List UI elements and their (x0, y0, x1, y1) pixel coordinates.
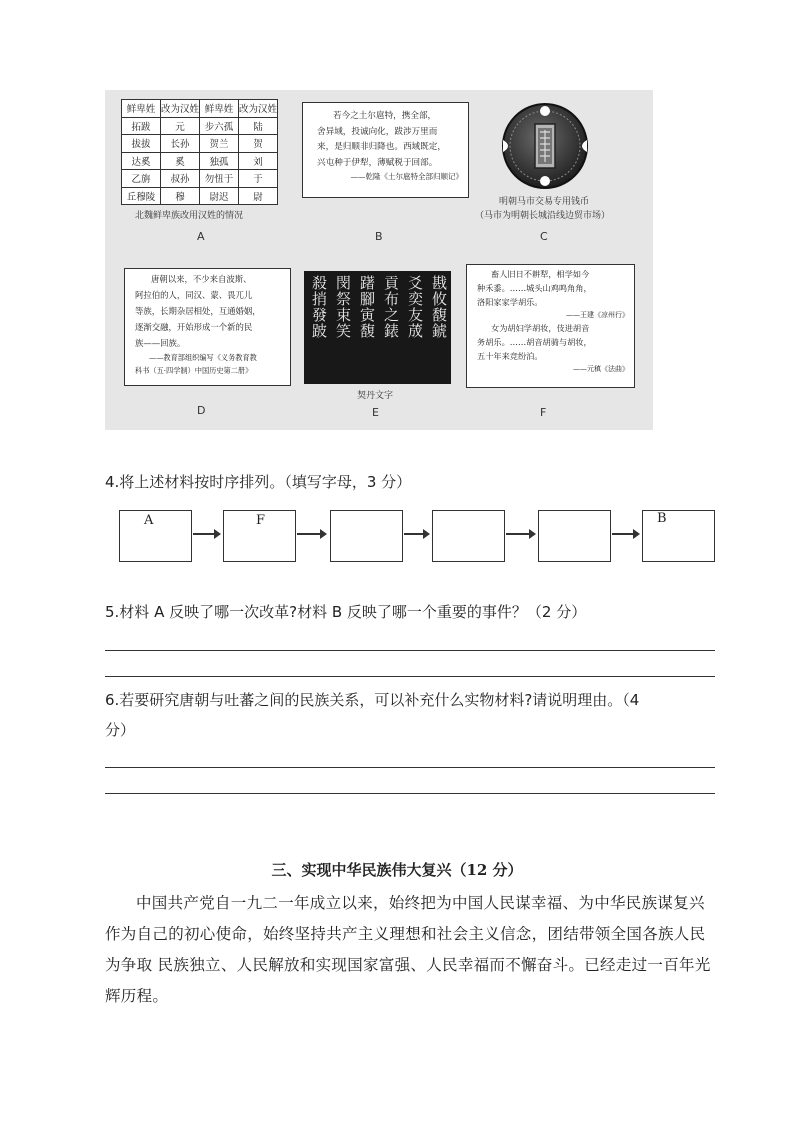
material-b-letter: B (375, 230, 383, 243)
answer-line[interactable] (105, 767, 715, 768)
arrow-icon (612, 533, 634, 535)
answer-box[interactable] (223, 510, 296, 562)
answer-box[interactable] (432, 510, 505, 562)
answer-line[interactable] (105, 793, 715, 794)
table-row (122, 170, 278, 188)
material-c-caption-line2: （马市为明朝长城沿线边贸市场） (475, 211, 611, 221)
table-cell: 陆 (239, 117, 278, 135)
material-e-caption: 契丹文字 (357, 391, 394, 401)
text-line: 来，是归顺非归降也。西域既定， (317, 142, 446, 152)
table-cell: 步六孤 (200, 117, 239, 135)
answer-box[interactable] (642, 510, 715, 562)
text-line: 女为胡妇学胡妆，伎进胡音 (491, 323, 590, 333)
table-cell: 尉迟 (200, 187, 239, 205)
material-a-caption: 北魏鲜卑族改用汉姓的情况 (135, 211, 244, 221)
arrow-icon (404, 533, 424, 535)
khitan-column: 爻奕友荿 (406, 275, 424, 339)
material-b-panel (302, 102, 469, 198)
material-b-cite: ——乾隆《土尔扈特全部归顺记》 (350, 172, 463, 181)
answer-box[interactable] (538, 510, 611, 562)
text-line: 舍异域，投诚向化，跋涉万里而 (317, 126, 438, 137)
table-cell: 元 (161, 117, 200, 135)
material-f-text (477, 267, 629, 375)
table-header: 鲜卑姓 (200, 100, 239, 118)
material-d-panel (124, 268, 291, 386)
table-row (122, 187, 278, 205)
material-f-panel (466, 264, 635, 388)
table-row (122, 152, 278, 170)
table-cell: 丘穆陵 (122, 187, 161, 205)
text-line: 务胡乐。……胡音胡骑与胡妆， (477, 337, 592, 347)
table-cell: 贺兰 (200, 135, 239, 153)
table-header: 鲜卑姓 (122, 100, 161, 118)
material-f-cite: ——元稹《法曲》 (573, 365, 629, 373)
khitan-column: 閔祭束笑 (334, 275, 352, 339)
material-f-cite: ——王建《凉州行》 (566, 311, 629, 319)
answer-box[interactable] (330, 510, 403, 562)
table-cell: 贺 (239, 135, 278, 153)
question-6-cont: 分） (105, 721, 136, 739)
khitan-column: 戡攸馥錿 (430, 275, 448, 339)
khitan-script-image (304, 271, 451, 384)
table-cell: 奚 (161, 152, 200, 170)
table-cell: 尉 (239, 187, 278, 205)
coin-icon (501, 102, 589, 190)
material-e-letter: E (372, 406, 379, 419)
table-cell: 穆 (161, 187, 200, 205)
text-line: 畜人旧日不耕犁，相学如今 (491, 269, 590, 279)
material-f-letter: F (540, 406, 547, 419)
material-d-cite: 科书（五·四学制）中国历史第二册》 (135, 366, 253, 375)
text-line: 逐渐交融，开始形成一个新的民 (135, 322, 253, 332)
material-d-text (135, 271, 287, 377)
arrow-icon (297, 533, 321, 535)
arrow-icon (506, 533, 530, 535)
answer-line[interactable] (105, 650, 715, 651)
table-header: 改为汉姓 (239, 100, 278, 118)
horse-market-coin (501, 102, 589, 190)
text-line: 若今之土尔扈特，携全部， (333, 111, 437, 121)
arrow-icon (193, 533, 215, 535)
text-line: 五十年来竞纷泊。 (477, 351, 543, 361)
table-cell: 达奚 (122, 152, 161, 170)
text-line: 种禾黍。……城头山鸡鸣角角， (477, 283, 592, 293)
table-cell: 拔拔 (122, 135, 161, 153)
materials-figure (105, 90, 653, 430)
table-row (122, 117, 278, 135)
material-d-cite: ——教育部组织编写《义务教育教 (149, 353, 257, 362)
answer-box-value: F (256, 513, 266, 528)
table-row (122, 135, 278, 153)
table-cell: 勿忸于 (200, 170, 239, 188)
text-line: 等族，长期杂居相处，互通婚姻， (135, 306, 261, 316)
answer-box-value: A (144, 513, 154, 528)
text-line: 洛阳家家学胡乐。 (477, 297, 543, 307)
table-header: 改为汉姓 (161, 100, 200, 118)
text-line: 族——回族。 (135, 338, 186, 348)
question-4: 4.将上述材料按时序排列。（填写字母，3 分） (105, 473, 412, 491)
section-title: 三、实现中华民族伟大复兴（12 分） (271, 861, 523, 879)
table-header-row (122, 100, 278, 118)
material-b-text (317, 109, 463, 182)
question-6: 6.若要研究唐朝与吐蕃之间的民族关系，可以补充什么实物材料?请说明理由。（4 (105, 691, 640, 709)
table-cell: 刘 (239, 152, 278, 170)
text-line: 兴屯种于伊犁，薄赋税于回部。 (317, 157, 438, 168)
table-cell: 叔孙 (161, 170, 200, 188)
table-cell: 乙旃 (122, 170, 161, 188)
material-a-letter: A (197, 230, 205, 243)
khitan-column: 躇腳寅馥 (358, 275, 376, 339)
khitan-column: 殺捎發跛 (310, 275, 328, 339)
table-cell: 独孤 (200, 152, 239, 170)
material-d-letter: D (197, 404, 206, 417)
material-c-caption-line1: 明朝马市交易专用钱币 (499, 197, 590, 207)
answer-box-value: B (657, 511, 667, 526)
text-line: 阿拉伯的人，同汉、蒙、畏兀儿 (135, 290, 253, 300)
surname-table (121, 99, 278, 205)
table-cell: 于 (239, 170, 278, 188)
answer-box[interactable] (119, 510, 192, 562)
table-cell: 长孙 (161, 135, 200, 153)
khitan-column: 貢布之錶 (382, 275, 400, 339)
answer-line[interactable] (105, 676, 715, 677)
material-c-letter: C (540, 230, 548, 243)
section-paragraph: 中国共产党自一九二一年成立以来，始终把为中国人民谋幸福、为中华民族谋复兴作为自己的初心使命，始终坚持共产主义理想和社会主义信念，团结带领全国各族人民为争取 民族独立、人民解放和实现国家富强、人民幸福而不懈奋斗。已经走过一百年光辉历程。 (105, 894, 711, 1005)
table-cell: 拓跋 (122, 117, 161, 135)
question-5: 5.材料 A 反映了哪一次改革?材料 B 反映了哪一个重要的事件？（2 分） (105, 603, 587, 621)
text-line: 唐朝以来，不少来自波斯、 (151, 274, 252, 284)
